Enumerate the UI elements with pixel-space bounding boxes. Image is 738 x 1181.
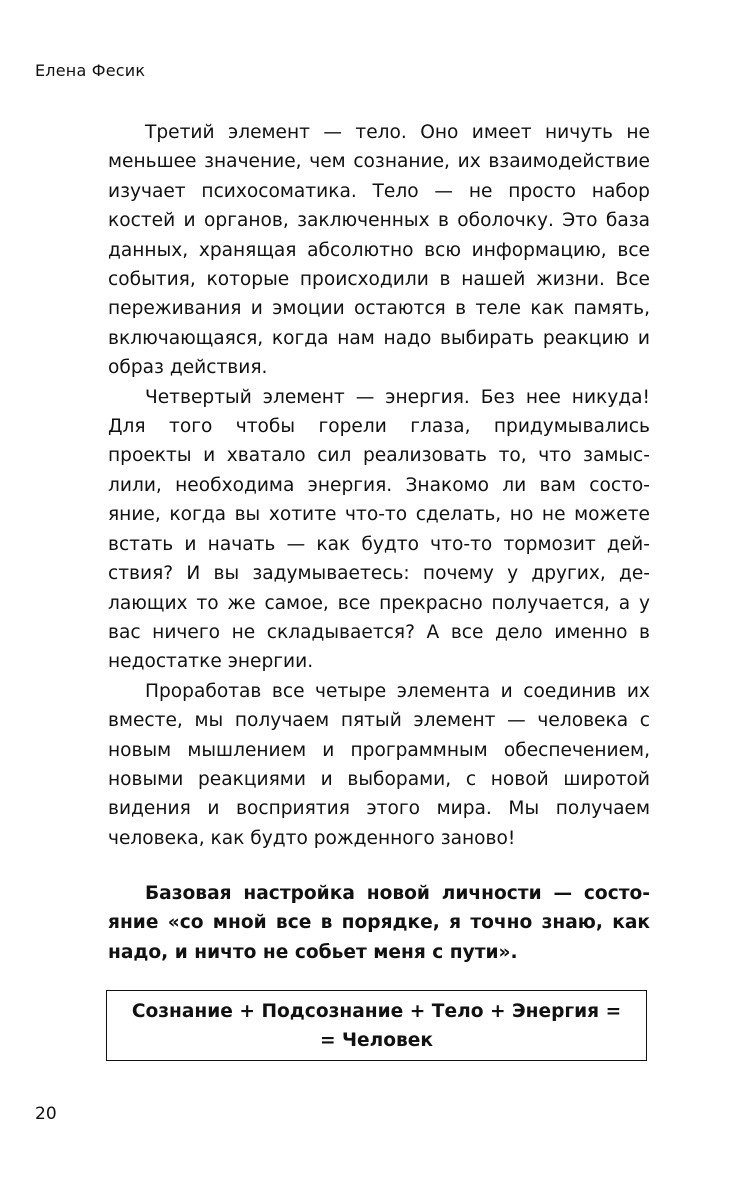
formula-line-2: = Человек [319, 1029, 434, 1051]
paragraph-body: Третий элемент — тело. Оно имеет ничуть не меньшее значение, чем сознание, их взаимодействие изучает психосоматика. Тело — не просто набор костей и органов, заключенных в оболочку. Это база данных, хранящая абсолютно всю информацию, все события, которые происходили в нашей жизни. Все переживания и эмоции остаются в теле как память, включающаяся, когда нам надо выбирать реакцию и образ действия. [108, 122, 650, 379]
formula-line-1: Сознание + Подсознание + Тело + Энергия = [131, 1000, 622, 1022]
body-text [108, 118, 650, 853]
paragraph-fifth-element: Проработав все четыре элемента и соединив их вместе, мы получаем пятый элемент — человека с новым мышлением и программным обеспечением, новыми реакциями и выборами, с новой широтой видения и восприятия этого мира. Мы получаем человека, как будто рожденного заново! [108, 680, 650, 849]
paragraph-energy: Четвертый элемент — энергия. Без нее никуда! Для того чтобы горели глаза, придумывались проекты и хватало сил реализовать то, что замыслили, необходима энергия. Знакомо ли вам состояние, когда вы хотите что-то сделать, но не можете встать и начать — как будто что-то тормозит действия? И вы задумываетесь: почему у других, делающих то же самое, все прекрасно получается, а у вас ничего не складывается? А все дело именно в недостатке энергии. [108, 386, 650, 673]
formula-box [106, 990, 647, 1061]
running-head: Елена Фесик [35, 61, 146, 80]
page-number: 20 [35, 1104, 57, 1124]
highlight-statement: Базовая настройка новой личности — состояние «со мной все в порядке, я точно знаю, как надо, и ничто не собьет меня с пути». [108, 883, 650, 963]
